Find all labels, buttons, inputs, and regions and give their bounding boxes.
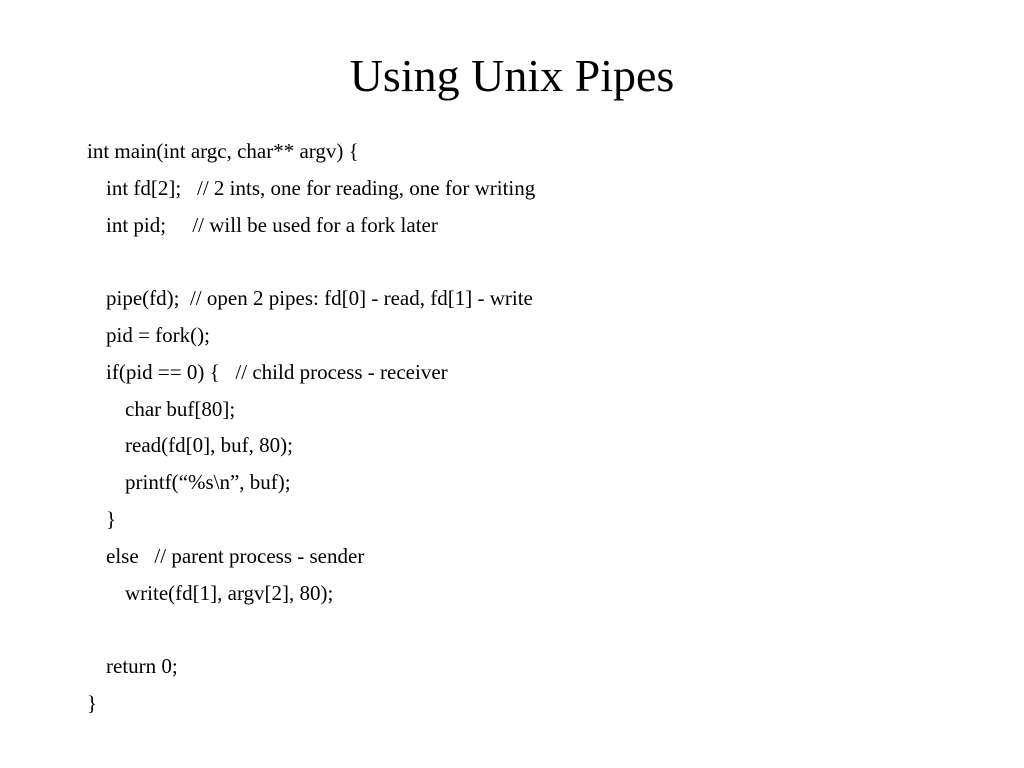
code-line: return 0; <box>106 654 178 679</box>
code-block <box>87 133 987 722</box>
code-line: } <box>87 690 98 715</box>
slide-title: Using Unix Pipes <box>349 50 675 101</box>
code-line: printf(“%s\n”, buf); <box>125 470 291 495</box>
code-line: read(fd[0], buf, 80); <box>125 433 293 458</box>
code-line <box>87 243 987 280</box>
code-line: char buf[80]; <box>125 396 236 421</box>
code-line: if(pid == 0) { // child process - receiver <box>106 359 448 384</box>
code-line: else // parent process - sender <box>106 543 365 568</box>
code-line: int fd[2]; // 2 ints, one for reading, one for writing <box>106 175 536 200</box>
code-line: pipe(fd); // open 2 pipes: fd[0] - read, fd[1] - write <box>106 286 533 311</box>
code-line: int pid; // will be used for a fork later <box>106 212 438 237</box>
code-line: } <box>106 506 117 531</box>
code-line: pid = fork(); <box>106 322 210 347</box>
code-line: write(fd[1], argv[2], 80); <box>125 580 334 605</box>
code-line <box>87 611 987 648</box>
code-line: int main(int argc, char** argv) { <box>87 139 359 163</box>
